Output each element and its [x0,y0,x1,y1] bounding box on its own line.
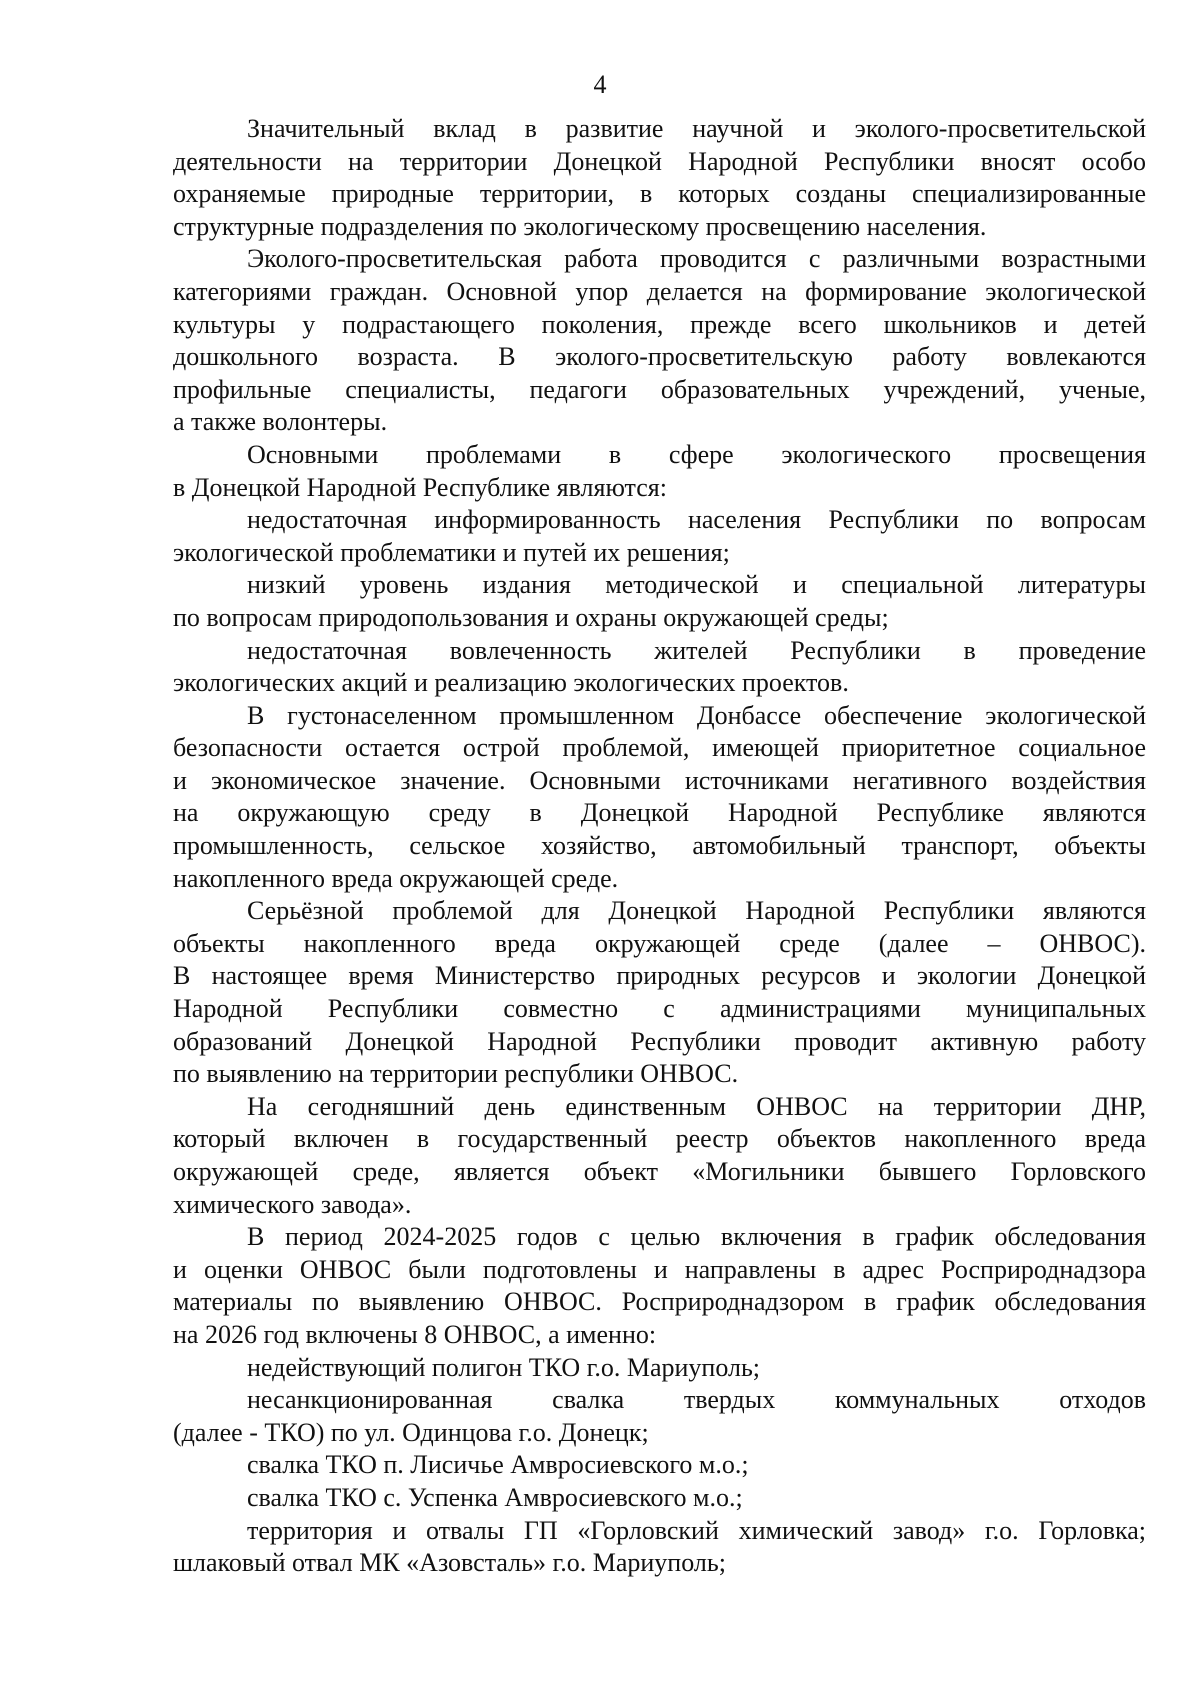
text-line: свалка ТКО с. Успенка Амвросиевского м.о.; [247,1482,743,1512]
text-line: структурные подразделения по экологическому просвещению населения. [173,211,987,241]
text-line: образований Донецкой Народной Республики проводит активную работу [173,1026,1146,1056]
text-line: и экономическое значение. Основными источниками негативного воздействия [173,765,1146,795]
text-line: материалы по выявлению ОНВОС. Росприроднадзором в график обследования [173,1287,1146,1317]
text-line: экологических акций и реализацию экологических проектов. [173,668,849,698]
text-line: недостаточная информированность населения Республики по вопросам [247,505,1146,535]
text-line: недействующий полигон ТКО г.о. Мариуполь; [247,1352,761,1382]
page-number: 4 [593,70,607,99]
text-line: Серьёзной проблемой для Донецкой Народной Республики являются [247,896,1146,926]
text-line: окружающей среде, является объект «Могильники бывшего Горловского [173,1157,1146,1186]
text-line: который включен в государственный реестр объектов накопленного вреда [173,1124,1146,1154]
text-line: в Донецкой Народной Республике являются: [173,472,667,502]
text-line: Значительный вклад в развитие научной и эколого-просветительской [247,114,1146,143]
text-line: В настоящее время Министерство природных ресурсов и экологии Донецкой [173,961,1146,991]
text-line: экологической проблематики и путей их решения; [173,537,730,567]
text-line: недостаточная вовлеченность жителей Республики в проведение [247,635,1146,665]
text-line: по выявлению на территории республики ОНВОС. [173,1059,739,1089]
text-line: несанкционированная свалка твердых коммунальных отходов [247,1385,1146,1415]
text-line: по вопросам природопользования и охраны окружающей среды; [173,602,889,632]
text-line: объекты накопленного вреда окружающей среде (далее – ОНВОС). [173,928,1146,958]
text-line: Основными проблемами в сфере экологического просвещения [247,439,1146,469]
text-line: накопленного вреда окружающей среде. [173,863,619,893]
text-line: территория и отвалы ГП «Горловский химический завод» г.о. Горловка; [247,1515,1146,1545]
text-line: а также волонтеры. [173,407,388,437]
text-line: охраняемые природные территории, в которых созданы специализированные [173,179,1146,209]
text-line: В период 2024-2025 годов с целью включения в график обследования [247,1222,1146,1252]
text-line: промышленность, сельское хозяйство, автомобильный транспорт, объекты [173,831,1146,861]
text-line: культуры у подрастающего поколения, прежде всего школьников и детей [173,309,1146,339]
document-body [173,113,1146,1580]
text-line: дошкольного возраста. В эколого-просветительскую работу вовлекаются [173,342,1146,372]
text-line: В густонаселенном промышленном Донбассе обеспечение экологической [247,700,1146,730]
text-line: профильные специалисты, педагоги образовательных учреждений, ученые, [173,374,1146,404]
text-line: на окружающую среду в Донецкой Народной Республике являются [173,798,1146,828]
text-line: На сегодняшний день единственным ОНВОС на территории ДНР, [247,1091,1146,1121]
text-line: и оценки ОНВОС были подготовлены и направлены в адрес Росприроднадзора [173,1254,1146,1284]
text-line: Эколого-просветительская работа проводится с различными возрастными [247,244,1146,274]
text-line: шлаковый отвал МК «Азовсталь» г.о. Мариуполь; [173,1548,726,1578]
text-line: безопасности остается острой проблемой, имеющей приоритетное социальное [173,733,1146,763]
text-line: (далее - ТКО) по ул. Одинцова г.о. Донецк; [173,1417,649,1447]
text-line: Народной Республики совместно с администрациями муниципальных [173,994,1146,1024]
text-line: свалка ТКО п. Лисичье Амвросиевского м.о.; [247,1450,749,1480]
text-line: деятельности на территории Донецкой Народной Республики вносят особо [173,146,1146,176]
text-line: категориями граждан. Основной упор делается на формирование экологической [173,276,1146,306]
text-line: низкий уровень издания методической и специальной литературы [247,570,1146,600]
text-line: на 2026 год включены 8 ОНВОС, а именно: [173,1319,657,1349]
text-line: химического завода». [173,1189,412,1219]
